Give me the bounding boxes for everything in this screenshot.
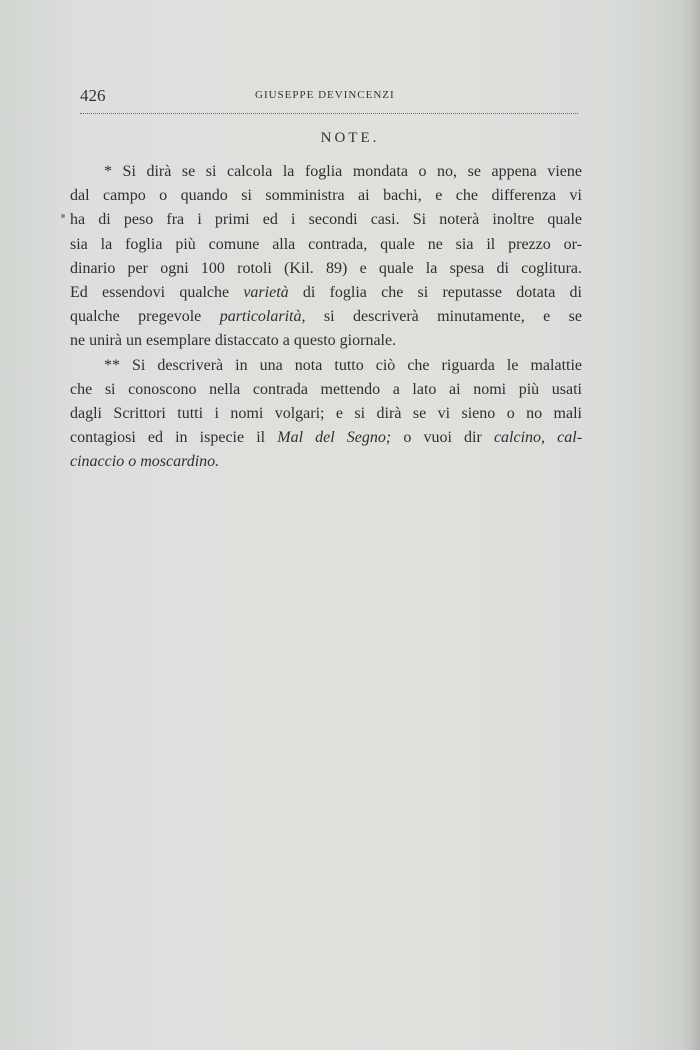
text-run: qualche pregevole — [70, 308, 220, 326]
italic-term: Mal del Segno; — [277, 429, 392, 447]
text-line — [70, 281, 582, 305]
text-line — [70, 426, 582, 450]
margin-mark — [61, 214, 65, 218]
notes-body — [70, 160, 582, 475]
text-line — [70, 450, 582, 474]
running-head: GIUSEPPE DEVINCENZI — [255, 89, 395, 101]
page-edge-shadow — [682, 0, 700, 1050]
italic-term: cinaccio o moscardino. — [70, 453, 220, 471]
text-line: ha di peso fra i primi ed i secondi casi. Si noterà inoltre quale — [70, 211, 582, 229]
page-header — [80, 86, 580, 110]
text-line: che si conoscono nella contrada mettendo a lato ai nomi più usati — [70, 380, 582, 398]
note-paragraph-2 — [70, 354, 582, 475]
notes-title: NOTE. — [320, 130, 380, 146]
text-line — [70, 305, 582, 329]
text-line: ** Si descriverà in una nota tutto ciò che riguarda le malattie — [104, 356, 582, 374]
text-run: o vuoi dir — [391, 429, 494, 447]
text-line: * Si dirà se si calcola la foglia mondata o no, se appena viene — [104, 163, 582, 180]
text-line: ne unirà un esemplare distaccato a questo giornale. — [70, 332, 397, 350]
text-line: dagli Scrittori tutti i nomi volgari; e si dirà se vi sieno o no mali — [70, 405, 582, 423]
note-paragraph-1 — [70, 160, 582, 354]
text-run: contagiosi ed in ispecie il — [70, 429, 278, 447]
italic-term: particolarità, — [219, 308, 306, 326]
text-line: dinario per ogni 100 rotoli (Kil. 89) e quale la spesa di coglitura. — [70, 259, 582, 277]
text-run: si descriverà minutamente, e se — [305, 308, 583, 326]
italic-term: varietà — [243, 284, 289, 302]
text-run: Ed essendovi qualche — [70, 284, 244, 302]
text-run: di foglia che si reputasse dotata di — [288, 284, 582, 302]
header-rule — [80, 113, 578, 114]
text-line: sia la foglia più comune alla contrada, quale ne sia il prezzo or- — [70, 235, 582, 253]
text-line: dal campo o quando si somministra ai bachi, e che differenza vi — [70, 187, 582, 205]
page-number: 426 — [80, 86, 106, 105]
italic-term: calcino, cal- — [493, 429, 583, 447]
